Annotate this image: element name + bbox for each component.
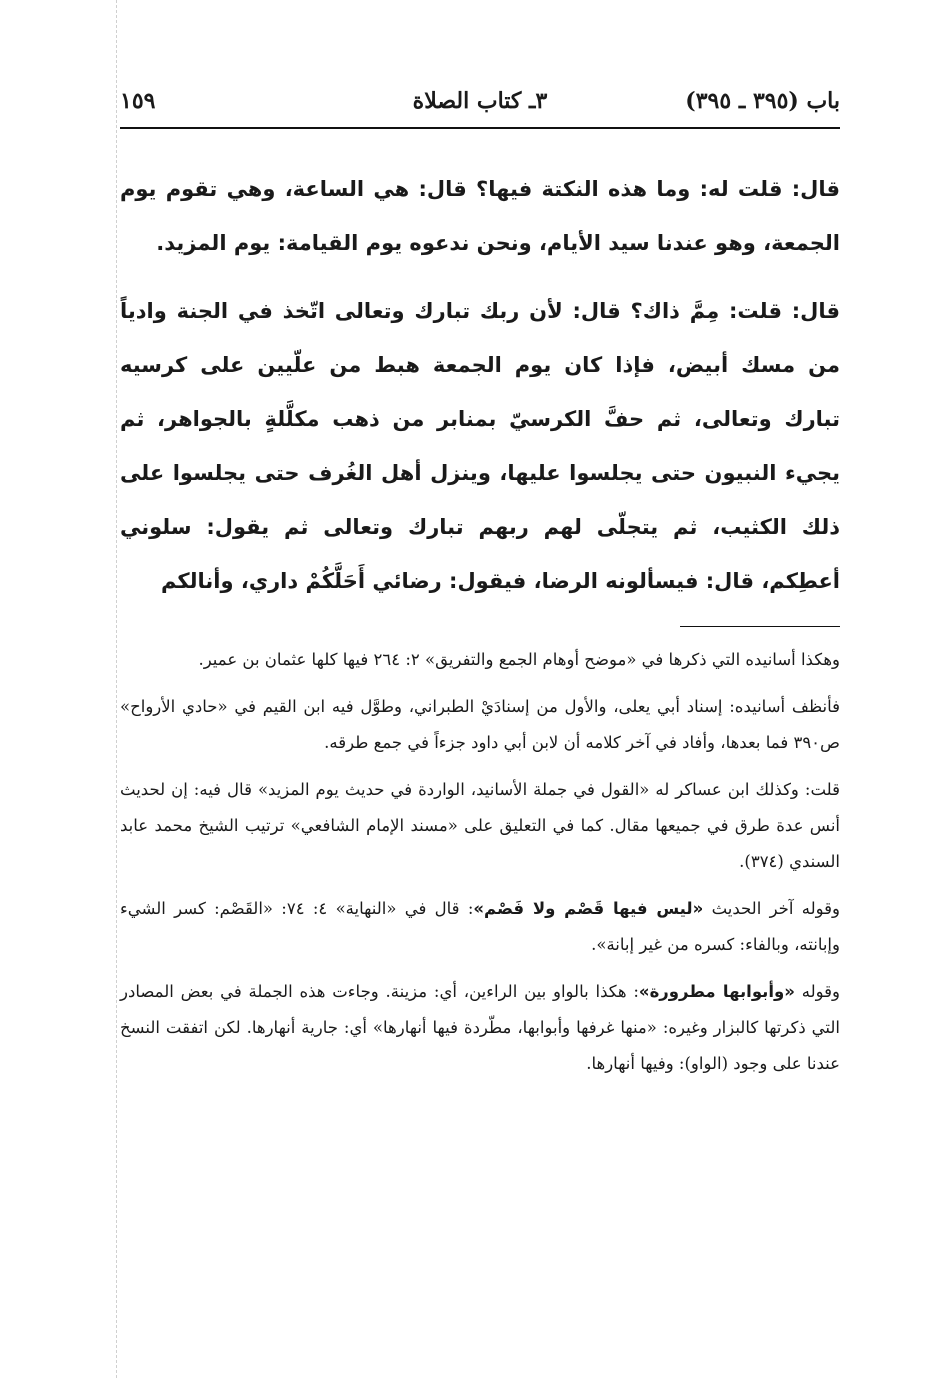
running-header	[120, 88, 840, 124]
footnote-4-rest: : قال في «النهاية» ٤: ٧٤: «القَصْم: كسر الشيء وإبانته، وبالفاء: كسره من غير إبانة».	[120, 899, 840, 954]
footnotes	[120, 642, 840, 1082]
main-paragraph-2: قال: قلت: مِمَّ ذاك؟ قال: لأن ربك تبارك وتعالى اتّخذ في الجنة وادياً من مسك أبيض، فإذا كان يوم الجمعة هبط من علّيين على كرسيه تبارك وتعالى، ثم حفَّ الكرسيّ بمنابر من ذهب مكلَّلةٍ بالجواهر، ثم يجيء النبيون حتى يجلسوا عليها، وينزل أهل الغُرف حتى يجلسوا على ذلك الكثيب، ثم يتجلّى لهم ربهم تبارك وتعالى ثم يقول: سلوني أعطِكم، قال: فيسألونه الرضا، فيقول: رضائي أَحَلَّكُمْ داري، وأنالكم	[120, 299, 840, 593]
chapter-reference: باب (٣٩٥ ـ ٣٩٥)	[685, 88, 840, 114]
footnote-5-intro: وقوله	[794, 982, 840, 1001]
footnote-4-quote: «ليس فيها قَصْم ولا فَصْم»	[473, 899, 704, 918]
footnote-paragraph-2: فأنظف أسانيده: إسناد أبي يعلى، والأول من إسنادَيْ الطبراني، وطوَّل فيه ابن القيم في «حادي الأرواح» ص٣٩٠ فما بعدها، وأفاد في آخر كلامه أن لابن أبي داود جزءاً في جمع طرقه.	[120, 697, 840, 752]
page-number: ١٥٩	[120, 88, 156, 114]
book-title: ٣ـ كتاب الصلاة	[412, 88, 548, 114]
footnote-paragraph-3: قلت: وكذلك ابن عساكر له «القول في جملة الأسانيد، الواردة في حديث يوم المزيد» قال فيه: إن لحديث أنس عدة طرق في جميعها مقال. كما في التعليق على «مسند الإمام الشافعي» ترتيب الشيخ محمد عابد السندي (٣٧٤).	[120, 780, 840, 871]
footnote-5-quote: «وأبوابها مطرورة»	[638, 982, 795, 1001]
footnote-paragraph-4	[120, 891, 840, 963]
main-paragraph-1: قال: قلت له: وما هذه النكتة فيها؟ قال: هي الساعة، وهي تقوم يوم الجمعة، وهو عندنا سيد الأيام، ونحن ندعوه يوم القيامة: يوم المزيد.	[120, 177, 840, 255]
header-rule	[120, 127, 840, 129]
footnote-paragraph-1: وهكذا أسانيده التي ذكرها في «موضح أوهام الجمع والتفريق» ٢: ٢٦٤ فيها كلها عثمان بن عمير.	[198, 650, 840, 669]
page-gutter-line	[116, 0, 117, 1378]
footnote-separator	[680, 626, 840, 627]
main-text	[120, 162, 840, 608]
footnote-paragraph-5	[120, 974, 840, 1082]
footnote-4-intro: وقوله آخر الحديث	[703, 899, 840, 918]
footnote-5-rest: : هكذا بالواو بين الراءين، أي: مزينة. وجاءت هذه الجملة في بعض المصادر التي ذكرتها كالبزار وغيره: «منها غرفها وأبوابها، مطّردة فيها أنهارها» أي: جارية أنهارها. لكن اتفقت النسخ عندنا على وجود (الواو): وفيها أنهارها.	[120, 982, 840, 1073]
